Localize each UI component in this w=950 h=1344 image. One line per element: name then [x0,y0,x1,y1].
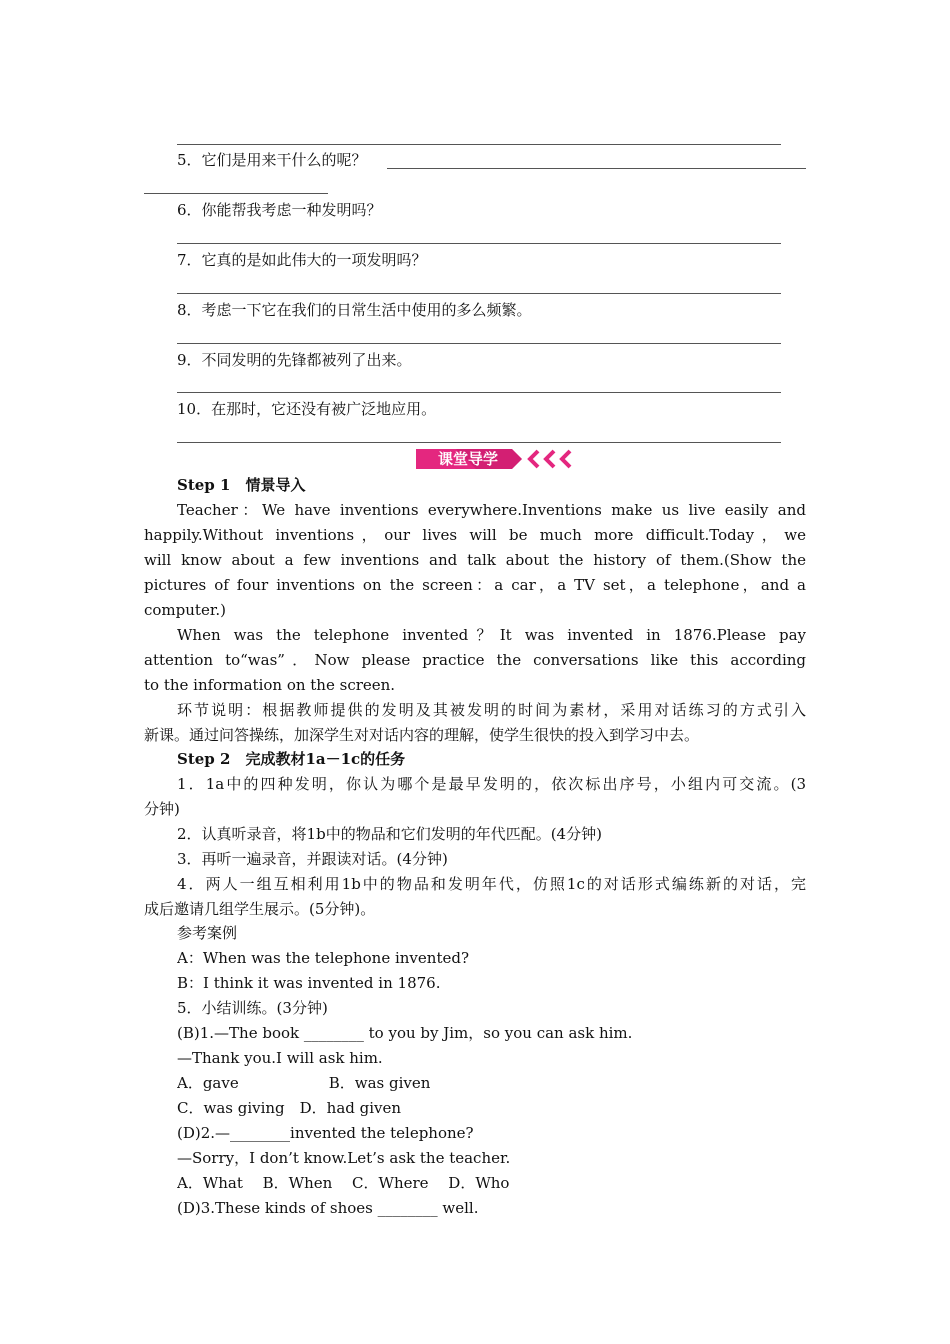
reference-b: B：I think it was invented in 1876. [177,974,441,992]
when-line: attention to“was”．Now please practice the conversations like this according [144,651,806,669]
question-6: 6．你能帮我考虑一种发明吗？ [177,201,382,219]
teacher-line: pictures of four inventions on the screen：a car，a TV set，a telephone，and a [144,576,806,594]
answer-line [177,442,781,443]
exercise-2-options: A．What B．When C．Where D．Who [177,1174,510,1192]
teacher-line: Teacher：We have inventions everywhere.Inventions make us live easily and [177,501,806,519]
task-line: 成后邀请几组学生展示。(5分钟)。 [144,900,376,918]
teacher-line: happily.Without inventions，our lives will be much more difficult.Today，we [144,526,806,544]
exercise-1-options-ab: A．gave B．was given [177,1074,431,1092]
teacher-line: will know about a few inventions and talk about the history of them.(Show the [144,551,806,569]
exercise-1-options-cd: C．was giving D．had given [177,1099,402,1117]
question-5: 5．它们是用来干什么的呢？ [177,151,367,169]
note-line: 新课。通过问答操练，加深学生对对话内容的理解，使学生很快的投入到学习中去。 [144,726,700,744]
summary-title: 5．小结训练。(3分钟) [177,999,328,1017]
answer-line [387,168,806,169]
section-banner [416,447,580,471]
step-1-heading: Step 1 情景导入 [177,476,306,494]
task-line: 分钟) [144,800,180,818]
when-line: When was the telephone invented？It was invented in 1876.Please pay [177,626,806,644]
task-line: 2．认真听录音，将1b中的物品和它们发明的年代匹配。(4分钟) [177,825,602,843]
task-line: 1．1a中的四种发明，你认为哪个是最早发明的，依次标出序号，小组内可交流。(3 [177,775,806,793]
answer-line [177,392,781,393]
exercise-1-question: (B)1.—The book ________ to you by Jim，so you can ask him. [177,1024,633,1042]
step-2-heading: Step 2 完成教材1a－1c的任务 [177,750,406,768]
teacher-line: computer.) [144,601,226,619]
exercise-1-reply: —Thank you.I will ask him. [177,1049,383,1067]
exercise-2-reply: —Sorry，I don’t know.Let’s ask the teacher. [177,1149,511,1167]
question-7: 7．它真的是如此伟大的一项发明吗？ [177,251,427,269]
question-10: 10．在那时，它还没有被广泛地应用。 [177,400,437,418]
answer-line [177,293,781,294]
answer-line [177,243,781,244]
exercise-2-question: (D)2.—________invented the telephone? [177,1124,474,1142]
task-line: 4．两人一组互相利用1b中的物品和发明年代，仿照1c的对话形式编练新的对话，完 [177,875,806,893]
when-line: to the information on the screen. [144,676,396,694]
reference-a: A：When was the telephone invented? [177,949,469,967]
reference-title: 参考案例 [177,924,238,942]
answer-line [177,343,781,344]
exercise-3-question: (D)3.These kinds of shoes ________ well. [177,1199,479,1217]
answer-line [144,193,328,194]
banner-label: 课堂导学 [437,450,498,468]
note-line: 环节说明：根据教师提供的发明及其被发明的时间为素材，采用对话练习的方式引入 [177,701,806,719]
question-8: 8．考虑一下它在我们的日常生活中使用的多么频繁。 [177,301,532,319]
answer-line [177,144,781,145]
question-9: 9．不同发明的先锋都被列了出来。 [177,351,412,369]
task-line: 3．再听一遍录音，并跟读对话。(4分钟) [177,850,448,868]
